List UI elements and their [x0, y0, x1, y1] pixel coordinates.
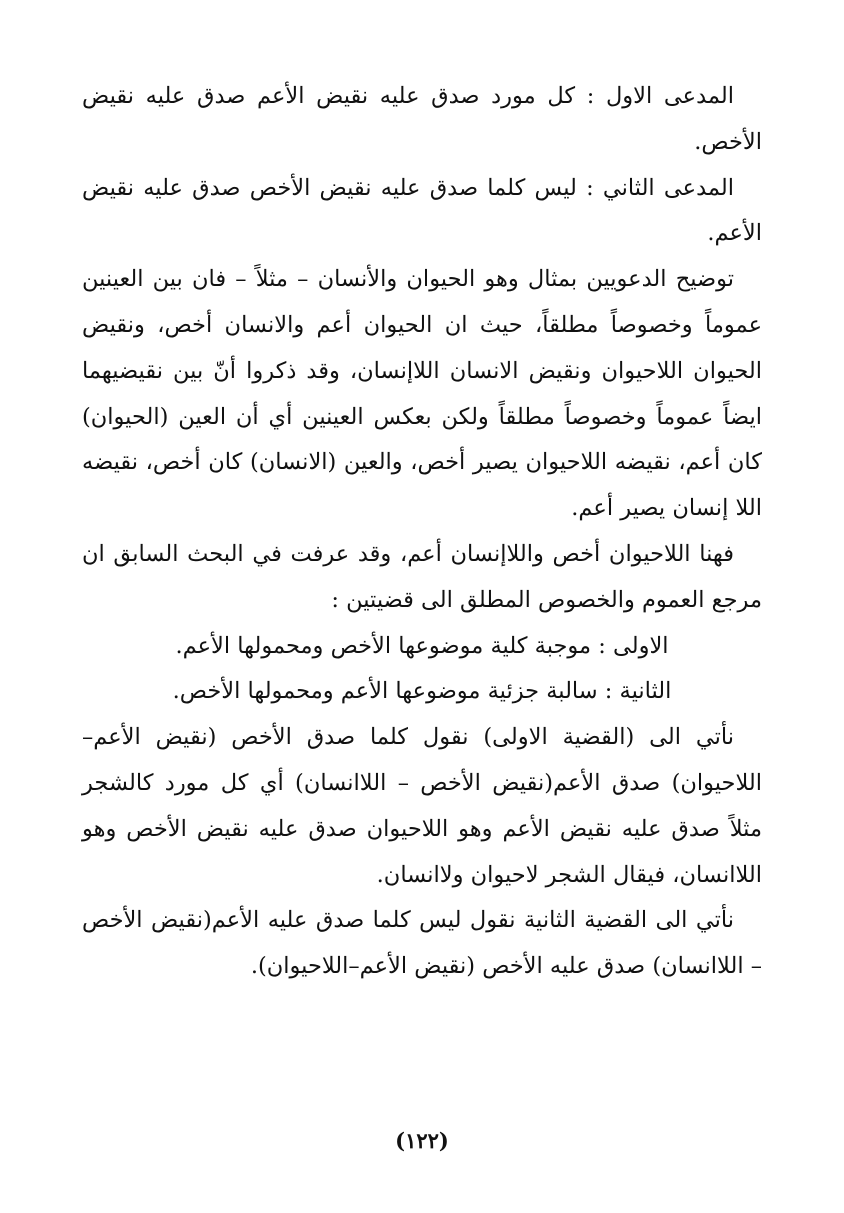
paragraph-explanation: توضيح الدعويين بمثال وهو الحيوان والأنسان – مثلاً – فان بين العينين عموماً وخصوصاً مطلقاً، حيث ان الحيوان أعم والانسان أخص، ونقيض الحيوان اللاحيوان ونقيض الانسان اللاإنسان، وقد ذكروا أنّ بين نقيضيهما ايضاً عموماً وخصوصاً مطلقاً ولكن بعكس العينين أي أن العين (الحيوان) كان أعم، نقيضه اللاحيوان يصير أخص، والعين (الانسان) كان أخص، نقيضه اللا إنسان يصير أعم.	[82, 266, 762, 522]
paragraph-first-proposition: نأتي الى (القضية الاولى) نقول كلما صدق الأخص (نقيض الأعم– اللاحيوان) صدق الأعم(نقيض الأخص – اللاانسان) أي كل مورد كالشجر مثلاً صدق عليه نقيض الأعم وهو اللاحيوان صدق عليه نقيض الأخص وهو اللاانسان، فيقال الشجر لاحيوان ولاانسان.	[82, 724, 762, 888]
proposition-second: الثانية : سالبة جزئية موضوعها الأعم ومحمولها الأخص.	[172, 678, 672, 705]
paragraph-previous-section: فهنا اللاحيوان أخص واللاإنسان أعم، وقد عرفت في البحث السابق ان مرجع العموم والخصوص المطلق الى قضيتين :	[82, 540, 762, 613]
proposition-first: الاولى : موجبة كلية موضوعها الأخص ومحمولها الأعم.	[175, 632, 669, 659]
paragraph-claim-two: المدعى الثاني : ليس كلما صدق عليه نقيض الأخص صدق عليه نقيض الأعم.	[82, 174, 762, 247]
body-text	[82, 74, 762, 990]
paragraph-claim-one: المدعى الاول : كل مورد صدق عليه نقيض الأعم صدق عليه نقيض الأخص.	[82, 83, 762, 155]
paragraph-second-proposition: نأتي الى القضية الثانية نقول ليس كلما صدق عليه الأعم(نقيض الأخص – اللاانسان) صدق عليه الأخص (نقيض الأعم–اللاحيوان).	[82, 907, 762, 980]
page-number: (١٢٢)	[395, 1128, 449, 1153]
